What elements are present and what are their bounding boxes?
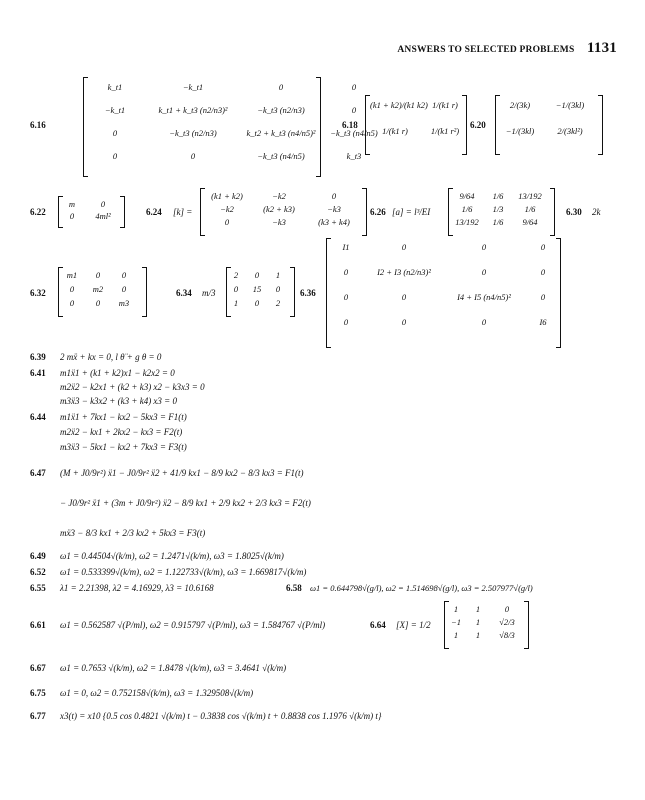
matrix-cell: I6 bbox=[539, 317, 547, 327]
matrix-cell: (k1 + k2)/(k1 k2) bbox=[370, 100, 428, 110]
matrix-bracket-right bbox=[598, 95, 603, 155]
matrix-bracket-right bbox=[556, 238, 561, 348]
matrix-cell: 2/(3kl²) bbox=[557, 126, 583, 136]
matrix-cell: I2 + I3 (n2/n3)² bbox=[377, 267, 431, 277]
matrix-cell: 0 bbox=[95, 270, 101, 280]
problem-label-6-30: 6.30 bbox=[566, 207, 582, 217]
problem-label-6-67: 6.67 bbox=[30, 663, 46, 673]
problem-label-6-61: 6.61 bbox=[30, 620, 46, 630]
matrix-cell: 1 bbox=[233, 298, 239, 308]
matrix-cell: I4 + I5 (n4/n5)² bbox=[457, 292, 511, 302]
equation: ω1 = 0.533399√(k/m), ω2 = 1.122733√(k/m), ω3 = 1.669817√(k/m) bbox=[60, 567, 307, 577]
matrix-cell: 4ml² bbox=[95, 211, 111, 221]
matrix-prefix: m/3 bbox=[202, 288, 216, 298]
matrix-cell: m3 bbox=[118, 298, 130, 308]
matrix-cell: −1 bbox=[451, 617, 461, 627]
problem-label-6-44: 6.44 bbox=[30, 412, 46, 422]
matrix-cell: 0 bbox=[481, 242, 487, 252]
equation: ω1 = 0.44504√(k/m), ω2 = 1.2471√(k/m), ω3 = 1.8025√(k/m) bbox=[60, 551, 284, 561]
matrix-cell: −1/(3kl) bbox=[505, 126, 535, 136]
problem-label-6-32: 6.32 bbox=[30, 288, 46, 298]
matrix-bracket-right bbox=[550, 188, 555, 236]
problem-label-6-52: 6.52 bbox=[30, 567, 46, 577]
matrix-6-20 bbox=[500, 100, 592, 152]
matrix-6-64 bbox=[449, 604, 521, 643]
matrix-cell: 0 bbox=[121, 270, 127, 280]
matrix-cell: 0 bbox=[343, 317, 349, 327]
matrix-cell: −k2 bbox=[220, 204, 234, 214]
matrix-6-32 bbox=[63, 270, 133, 312]
matrix-cell: 2 bbox=[233, 270, 239, 280]
equation: 2 mẍ + kx = 0, l θ̈ + g θ = 0 bbox=[60, 352, 162, 362]
equation: m1ẍ1 + 7kx1 − kx2 − 5kx3 = F1(t) bbox=[60, 412, 187, 422]
matrix-cell: 0 bbox=[343, 292, 349, 302]
matrix-cell: 1/6 bbox=[461, 204, 473, 214]
page-number: 1131 bbox=[587, 40, 617, 56]
matrix-bracket-right bbox=[142, 267, 147, 317]
equation: − J0/9r² ẍ1 + (3m + J0/9r²) ẍ2 − 8/9 kx1 + 2/9 kx2 + 2/3 kx3 = F2(t) bbox=[60, 498, 311, 508]
matrix-6-26 bbox=[453, 191, 545, 230]
matrix-cell: 0 bbox=[112, 151, 118, 161]
running-header bbox=[397, 40, 617, 57]
equation: m1ẍ1 + (k1 + k2)x1 − k2x2 = 0 bbox=[60, 368, 175, 378]
matrix-cell: 0 bbox=[481, 267, 487, 277]
equation: ω1 = 0.562587 √(P/ml), ω2 = 0.915797 √(P/ml), ω3 = 1.584767 √(P/ml) bbox=[60, 620, 326, 630]
matrix-cell: √2/3 bbox=[499, 617, 515, 627]
matrix-cell: 0 bbox=[401, 292, 407, 302]
problem-label-6-49: 6.49 bbox=[30, 551, 46, 561]
equation: m3ẍ3 − k3x2 + (k3 + k4) x3 = 0 bbox=[60, 396, 178, 406]
matrix-cell: 0 bbox=[254, 298, 260, 308]
matrix-cell: 1/6 bbox=[492, 191, 504, 201]
problem-label-6-64: 6.64 bbox=[370, 620, 386, 630]
equation: λ1 = 2.21398, λ2 = 4.16929, λ3 = 10.6168 bbox=[60, 583, 214, 593]
matrix-cell: 1 bbox=[453, 604, 459, 614]
equation: m2ẍ2 − kx1 + 2kx2 − kx3 = F2(t) bbox=[60, 427, 183, 437]
matrix-cell: −k3 bbox=[327, 204, 341, 214]
matrix-cell: 0 bbox=[401, 242, 407, 252]
matrix-cell: 0 bbox=[69, 284, 75, 294]
matrix-cell: 0 bbox=[351, 105, 357, 115]
problem-label-6-16: 6.16 bbox=[30, 120, 46, 130]
matrix-cell: −k_t3 (n4/n5) bbox=[330, 128, 378, 138]
problem-label-6-47: 6.47 bbox=[30, 468, 46, 478]
matrix-cell: 0 bbox=[504, 604, 510, 614]
matrix-cell: 0 bbox=[112, 128, 118, 138]
matrix-prefix: [X] = 1/2 bbox=[396, 620, 431, 630]
matrix-cell: (k3 + k4) bbox=[318, 217, 350, 227]
matrix-cell: −k_t3 (n2/n3) bbox=[257, 105, 305, 115]
problem-label-6-34: 6.34 bbox=[176, 288, 192, 298]
matrix-cell: k_t1 bbox=[107, 82, 123, 92]
matrix-cell: m2 bbox=[92, 284, 104, 294]
matrix-cell: 2/(3k) bbox=[509, 100, 531, 110]
matrix-cell: 13/192 bbox=[455, 217, 479, 227]
equation: mẍ3 − 8/3 kx1 + 2/3 kx2 + 5kx3 = F3(t) bbox=[60, 528, 206, 538]
matrix-bracket-left bbox=[326, 238, 331, 348]
matrix-cell: (k2 + k3) bbox=[263, 204, 295, 214]
matrix-cell: 1/6 bbox=[524, 204, 536, 214]
matrix-cell: 0 bbox=[121, 284, 127, 294]
matrix-bracket-right bbox=[462, 95, 467, 155]
matrix-cell: √8/3 bbox=[499, 630, 515, 640]
matrix-6-24 bbox=[205, 191, 359, 230]
matrix-cell: 1 bbox=[475, 630, 481, 640]
matrix-cell: 0 bbox=[481, 317, 487, 327]
problem-label-6-22: 6.22 bbox=[30, 207, 46, 217]
matrix-cell: 0 bbox=[540, 242, 546, 252]
matrix-6-16 bbox=[90, 82, 384, 174]
matrix-bracket-right bbox=[524, 601, 529, 649]
matrix-cell: 0 bbox=[224, 217, 230, 227]
matrix-cell: 0 bbox=[69, 211, 75, 221]
matrix-bracket-right bbox=[290, 267, 295, 317]
matrix-cell: 1/6 bbox=[492, 217, 504, 227]
matrix-cell: k_t3 bbox=[346, 151, 362, 161]
matrix-prefix: [k] = bbox=[173, 207, 193, 217]
problem-label-6-55: 6.55 bbox=[30, 583, 46, 593]
problem-label-6-36: 6.36 bbox=[300, 288, 316, 298]
problem-label-6-24: 6.24 bbox=[146, 207, 162, 217]
matrix-bracket-right bbox=[316, 77, 321, 177]
matrix-6-34 bbox=[230, 270, 284, 312]
matrix-cell: 1/(k1 r) bbox=[432, 100, 458, 110]
problem-label-6-75: 6.75 bbox=[30, 688, 46, 698]
matrix-cell: 1/(k1 r) bbox=[382, 126, 408, 136]
matrix-cell: m bbox=[68, 199, 76, 209]
matrix-bracket-right bbox=[120, 196, 125, 228]
matrix-6-18 bbox=[370, 100, 462, 152]
matrix-cell: 0 bbox=[233, 284, 239, 294]
matrix-cell: 0 bbox=[401, 317, 407, 327]
matrix-cell: −k_t3 (n4/n5) bbox=[257, 151, 305, 161]
matrix-cell: 0 bbox=[275, 284, 281, 294]
matrix-cell: 1/3 bbox=[492, 204, 504, 214]
problem-label-6-77: 6.77 bbox=[30, 711, 46, 721]
matrix-bracket-right bbox=[362, 188, 367, 236]
equation: ω1 = 0, ω2 = 0.752158√(k/m), ω3 = 1.329508√(k/m) bbox=[60, 688, 254, 698]
matrix-cell: k_t2 + k_t3 (n4/n5)² bbox=[246, 128, 316, 138]
matrix-cell: 0 bbox=[540, 292, 546, 302]
matrix-cell: 9/64 bbox=[459, 191, 475, 201]
matrix-cell: 1 bbox=[275, 270, 281, 280]
matrix-cell: 0 bbox=[69, 298, 75, 308]
problem-label-6-41: 6.41 bbox=[30, 368, 46, 378]
header-title: ANSWERS TO SELECTED PROBLEMS bbox=[397, 45, 575, 55]
matrix-cell: 1 bbox=[475, 604, 481, 614]
matrix-cell: 0 bbox=[190, 151, 196, 161]
equation: x3(t) = x10 {0.5 cos 0.4821 √(k/m) t − 0.3838 cos √(k/m) t + 0.8838 cos 1.1976 √(k/m) t} bbox=[60, 711, 382, 721]
matrix-cell: −k_t1 bbox=[104, 105, 126, 115]
matrix-cell: 0 bbox=[540, 267, 546, 277]
matrix-cell: 0 bbox=[254, 270, 260, 280]
matrix-cell: 0 bbox=[100, 199, 106, 209]
matrix-cell: 1/(k1 r²) bbox=[430, 126, 460, 136]
problem-label-6-26: 6.26 bbox=[370, 207, 386, 217]
matrix-cell: 1 bbox=[453, 630, 459, 640]
matrix-6-36 bbox=[332, 242, 558, 342]
equation: ω1 = 0.644798√(g/l), ω2 = 1.514698√(g/l), ω3 = 2.507977√(g/l) bbox=[310, 583, 533, 593]
equation: ω1 = 0.7653 √(k/m), ω2 = 1.8478 √(k/m), ω3 = 3.4641 √(k/m) bbox=[60, 663, 287, 673]
problem-label-6-58: 6.58 bbox=[286, 583, 302, 593]
matrix-cell: k_t1 + k_t3 (n2/n3)² bbox=[158, 105, 228, 115]
matrix-cell: −k_t3 (n2/n3) bbox=[169, 128, 217, 138]
matrix-cell: −k3 bbox=[272, 217, 286, 227]
matrix-6-22 bbox=[63, 199, 117, 223]
answer-6-30: 2k bbox=[592, 207, 601, 217]
matrix-cell: −k_t1 bbox=[182, 82, 204, 92]
matrix-cell: (k1 + k2) bbox=[211, 191, 243, 201]
matrix-bracket-left bbox=[83, 77, 88, 177]
matrix-cell: −1/(3kl) bbox=[555, 100, 585, 110]
matrix-cell: 1 bbox=[475, 617, 481, 627]
problem-label-6-20: 6.20 bbox=[470, 120, 486, 130]
problem-label-6-39: 6.39 bbox=[30, 352, 46, 362]
matrix-cell: I1 bbox=[342, 242, 350, 252]
matrix-cell: 9/64 bbox=[522, 217, 538, 227]
matrix-cell: 0 bbox=[343, 267, 349, 277]
matrix-cell: 15 bbox=[252, 284, 262, 294]
matrix-cell: 13/192 bbox=[518, 191, 542, 201]
matrix-cell: 0 bbox=[351, 82, 357, 92]
matrix-cell: −k2 bbox=[272, 191, 286, 201]
problem-label-6-18: 6.18 bbox=[342, 120, 358, 130]
matrix-cell: 0 bbox=[331, 191, 337, 201]
matrix-prefix: [a] = l³/EI bbox=[392, 207, 431, 217]
matrix-cell: 0 bbox=[278, 82, 284, 92]
equation: m2ẍ2 − k2x1 + (k2 + k3) x2 − k3x3 = 0 bbox=[60, 382, 205, 392]
matrix-cell: 2 bbox=[275, 298, 281, 308]
matrix-cell: m1 bbox=[66, 270, 78, 280]
equation: (M + J0/9r²) ẍ1 − J0/9r² ẍ2 + 41/9 kx1 − 8/9 kx2 − 8/3 kx3 = F1(t) bbox=[60, 468, 304, 478]
matrix-cell: 0 bbox=[95, 298, 101, 308]
equation: m3ẍ3 − 5kx1 − kx2 + 7kx3 = F3(t) bbox=[60, 442, 187, 452]
